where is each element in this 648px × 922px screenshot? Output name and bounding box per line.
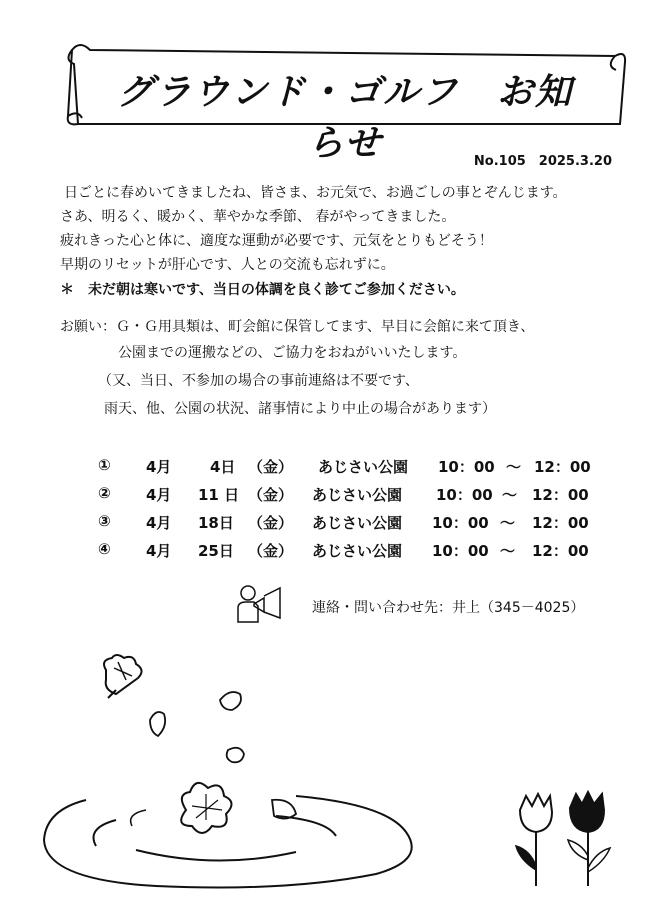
schedule-day: 4日 [210, 458, 236, 476]
schedule-start: 10：00 [432, 542, 489, 560]
page-title: グラウンド・ゴルフ お知らせ [116, 72, 573, 164]
schedule-month: 4月 [146, 458, 172, 476]
schedule-weekday: （金） [248, 514, 294, 532]
tulip-icon [510, 790, 620, 890]
schedule-separator: ～ [500, 542, 516, 560]
schedule-day: 11 日 [198, 486, 240, 504]
intro-line-2: さあ、明るく、暖かく、華やかな季節、 春がやってきました。 [60, 209, 456, 225]
schedule-separator: ～ [502, 486, 518, 504]
schedule-start: 10：00 [432, 514, 489, 532]
request-line-4: 雨天、他、公園の状況、諸事情により中止の場合があります） [104, 401, 496, 417]
request-line-2: 公園までの運搬などの、ご協力をおねがいいたします。 [118, 345, 467, 361]
schedule-end: 12：00 [532, 542, 589, 560]
schedule-weekday: （金） [248, 458, 294, 476]
schedule-month: 4月 [146, 514, 172, 532]
schedule-weekday: （金） [248, 486, 294, 504]
schedule-number: ① [98, 456, 111, 474]
weather-note: ＊ 未だ朝は寒いです、当日の体調を良く診てご参加ください。 [60, 282, 465, 298]
request-line-3: （又、当日、不参加の場合の事前連絡は不要です、 [98, 373, 419, 389]
schedule-day: 25日 [198, 542, 234, 560]
schedule-end: 12：00 [532, 486, 589, 504]
schedule-day: 18日 [198, 514, 234, 532]
schedule-place: あじさい公園 [312, 514, 403, 532]
schedule-weekday: （金） [248, 542, 294, 560]
schedule-number: ③ [98, 512, 111, 530]
schedule-separator: ～ [500, 514, 516, 532]
schedule-number: ④ [98, 540, 111, 558]
intro-line-3: 疲れきった心と体に、適度な運動が必要です、元気をとりもどそう！ [60, 233, 493, 249]
schedule-place: あじさい公園 [312, 542, 403, 560]
schedule-separator: ～ [506, 458, 522, 476]
schedule-month: 4月 [146, 542, 172, 560]
schedule-end: 12：00 [532, 514, 589, 532]
intro-line-1: 日ごとに春めいてきましたね、皆さま、お元気で、お過ごしの事とぞんじます。 [64, 185, 567, 201]
intro-line-4: 早期のリセットが肝心です、人との交流も忘れずに。 [60, 257, 395, 273]
schedule-end: 12：00 [534, 458, 591, 476]
pond-ripples [36, 770, 426, 900]
schedule-month: 4月 [146, 486, 172, 504]
schedule-place: あじさい公園 [312, 486, 403, 504]
schedule-number: ② [98, 484, 111, 502]
schedule-start: 10：00 [438, 458, 495, 476]
contact-info: 連絡・問い合わせ先：井上（345－4025） [312, 600, 585, 616]
issue-number-date: No.105 2025.3.20 [473, 154, 612, 169]
megaphone-person-icon [236, 584, 286, 624]
schedule-start: 10：00 [436, 486, 493, 504]
request-line-1: お願い：Ｇ・Ｇ用具類は、町会館に保管してます、早目に会館に来て頂き、 [60, 319, 535, 335]
schedule-place: あじさい公園 [318, 458, 409, 476]
